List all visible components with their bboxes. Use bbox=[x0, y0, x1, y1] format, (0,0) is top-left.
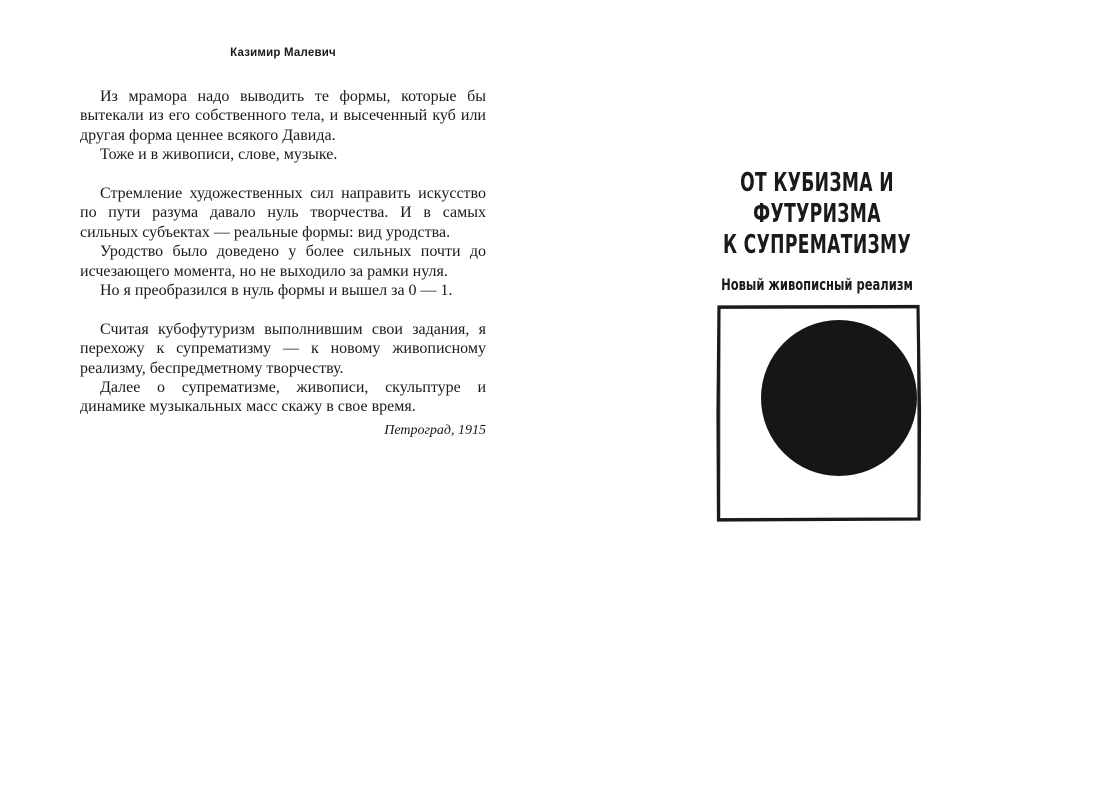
chapter-subtitle: Новый живописный реализм bbox=[721, 275, 913, 294]
paragraph-gap bbox=[80, 300, 486, 319]
paragraph: Далее о супрематизме, живописи, скульптуре и динамике музыкальных масс скажу в свое время. bbox=[80, 379, 486, 416]
right-page bbox=[617, 168, 1017, 295]
chapter-title-line-2: К СУПРЕМАТИЗМУ bbox=[722, 230, 912, 260]
paragraph: Но я преобразился в нуль формы и вышел за 0 — 1. bbox=[100, 282, 453, 300]
paragraph: Считая кубофутуризм выполнившим свои задания, я перехожу к супрематизму — к новому живописному реализму, беспредметному творчеству. bbox=[80, 320, 486, 377]
chapter-title-line-1: ОТ КУБИЗМА И ФУТУРИЗМА bbox=[740, 168, 894, 229]
left-page bbox=[80, 40, 486, 440]
body-text bbox=[80, 87, 486, 417]
paragraph: Стремление художественных сил направить искусство по пути разума давало нуль творчества. И в самых сильных субъектах — реальные формы: вид уродства. bbox=[80, 185, 486, 241]
chapter-title bbox=[685, 168, 949, 261]
black-circle-in-square-icon bbox=[715, 303, 923, 523]
paragraph-gap bbox=[80, 165, 486, 184]
paragraph: Из мрамора надо выводить те формы, которые бы вытекали из его собственного тела, и высеченный куб или другая форма ценнее всякого Давида. bbox=[80, 88, 486, 144]
running-head: Казимир Малевич bbox=[230, 47, 336, 59]
signature: Петроград, 1915 bbox=[384, 422, 486, 438]
paragraph: Тоже и в живописи, слове, музыке. bbox=[100, 146, 338, 164]
black-circle bbox=[761, 320, 917, 476]
paragraph: Уродство было доведено у более сильных почти до исчезающего момента, но не выходило за рамки нуля. bbox=[80, 243, 486, 280]
